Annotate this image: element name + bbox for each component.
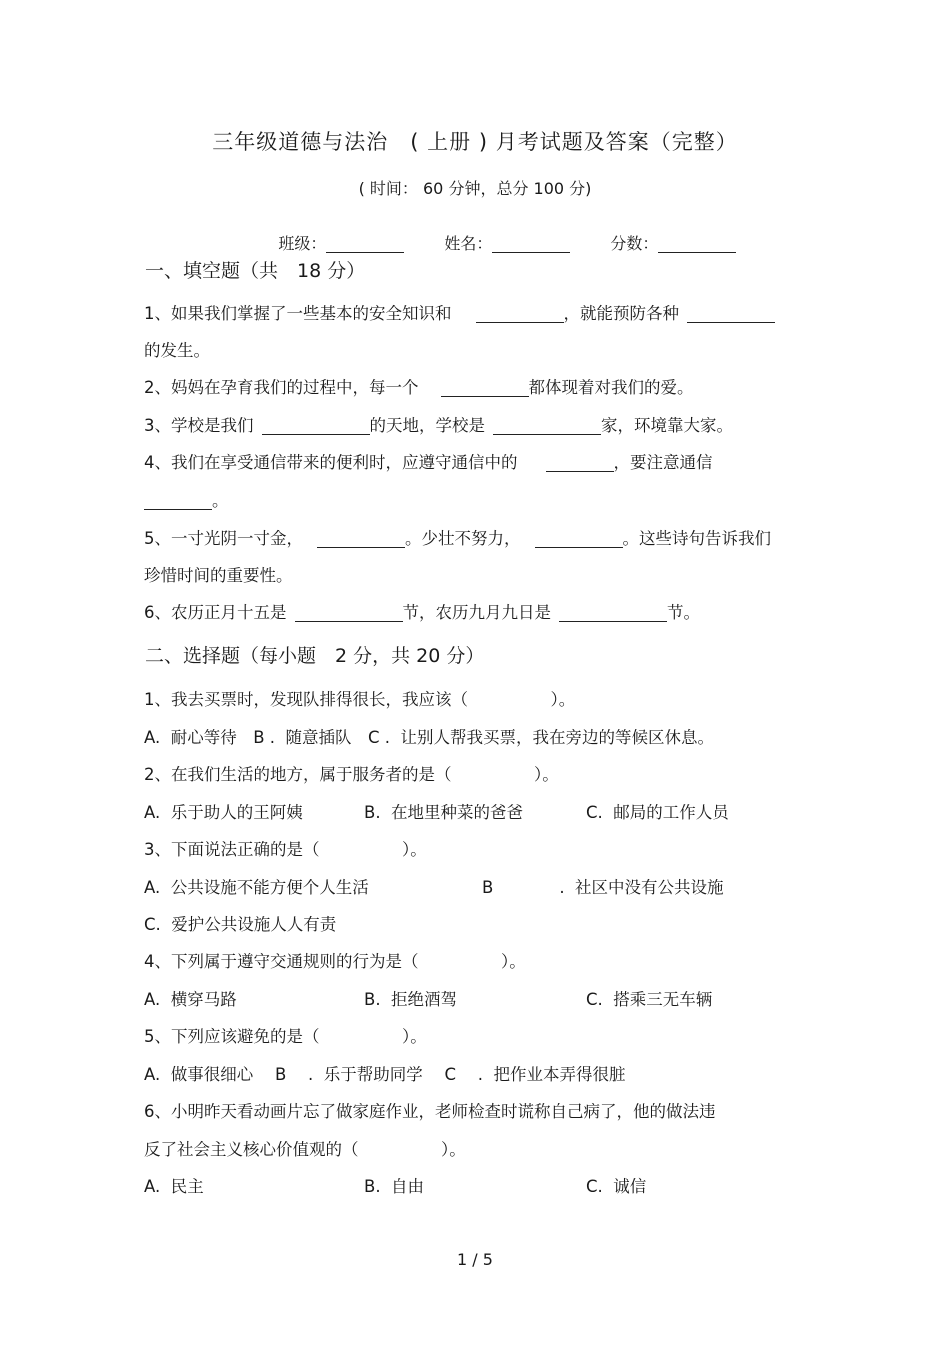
question-6: 6、农历正月十五是 节，农历九月九日是 节。 [144,603,700,622]
answer-blank[interactable] [317,529,405,548]
mc-question-5-options: A. 做事很细心 B . 乐于帮助同学 C . 把作业本弄得很脏 [144,1065,626,1084]
mc-question-4-option-c[interactable]: C. 搭乘三无车辆 [586,990,713,1009]
mc-question-2-option-a[interactable]: A. 乐于助人的王阿姨 [144,803,303,822]
mc-question-2-option-b[interactable]: B. 在地里种菜的爸爸 [364,803,524,822]
mc-question-4: 4、下列属于遵守交通规则的行为是（ ）。 [144,952,526,971]
mc-question-3-option-a[interactable]: A. 公共设施不能方便个人生活 [144,878,369,897]
question-3: 3、学校是我们 的天地，学校是 家，环境靠大家。 [144,416,733,435]
mc-question-1: 1、我去买票时，发现队排得很长，我应该（ ）。 [144,690,576,709]
mc-question-1-options: A. 耐心等待 B . 随意插队 C . 让别人帮我买票，我在旁边的等候区休息。 [144,728,715,747]
question-2: 2、妈妈在孕育我们的过程中，每一个 都体现着对我们的爱。 [144,378,694,397]
mc-question-6-option-b[interactable]: B. 自由 [364,1177,425,1196]
mc-question-6-line-1: 6、小明昨天看动画片忘了做家庭作业，老师检查时谎称自己病了，他的做法违 [144,1102,716,1121]
class-label: 班级： [278,234,327,253]
answer-blank[interactable] [262,416,370,435]
mc-question-3: 3、下面说法正确的是（ ）。 [144,840,427,859]
question-1-line-2: 的发生。 [144,341,210,360]
question-4-line-2: 。 [144,487,229,511]
mc-question-6-option-a[interactable]: A. 民主 [144,1177,204,1196]
answer-blank[interactable] [295,603,403,622]
question-1-line-1: 1、如果我们掌握了一些基本的安全知识和 ，就能预防各种 [144,300,775,324]
question-5-line-1: 5、一寸光阴一寸金， 。少壮不努力， 。这些诗句告诉我们 [144,529,771,548]
exam-info: ( 时间： 60 分钟，总分 100 分) [358,179,592,198]
name-field[interactable] [492,234,570,253]
page-title: 三年级道德与法治 ( 上册 ) 月考试题及答案（完整） [212,130,738,154]
question-5-line-2: 珍惜时间的重要性。 [144,566,293,585]
page-number: 1 / 5 [457,1250,493,1269]
section-heading-multiple-choice: 二、选择题（每小题 2 分，共 20 分） [145,645,485,667]
mc-question-3-option-c[interactable]: C. 爱护公共设施人人有责 [144,915,337,934]
score-label: 分数： [610,234,659,253]
answer-blank[interactable] [687,304,775,323]
mc-question-4-option-b[interactable]: B. 拒绝酒驾 [364,990,458,1009]
answer-blank[interactable] [559,603,667,622]
answer-blank[interactable] [476,304,564,323]
answer-blank[interactable] [144,491,212,510]
mc-question-4-option-a[interactable]: A. 横穿马路 [144,990,237,1009]
question-4-line-1: 4、我们在享受通信带来的便利时，应遵守通信中的 ，要注意通信 [144,453,713,472]
answer-blank[interactable] [535,529,623,548]
mc-question-2-option-c[interactable]: C. 邮局的工作人员 [586,803,729,822]
mc-question-5: 5、下列应该避免的是（ ）。 [144,1027,427,1046]
name-label: 姓名： [444,234,493,253]
answer-blank[interactable] [493,416,601,435]
mc-question-2: 2、在我们生活的地方，属于服务者的是（ ）。 [144,765,559,784]
class-field[interactable] [326,234,404,253]
answer-blank[interactable] [441,378,529,397]
section-heading-fill-in: 一、填空题（共 18 分） [145,260,366,282]
mc-question-3-option-b[interactable]: B . 社区中没有公共设施 [482,878,724,897]
score-field[interactable] [658,234,736,253]
mc-question-6-option-c[interactable]: C. 诚信 [586,1177,647,1196]
mc-question-6-line-2: 反了社会主义核心价值观的（ ）。 [144,1140,466,1159]
answer-blank[interactable] [546,453,614,472]
